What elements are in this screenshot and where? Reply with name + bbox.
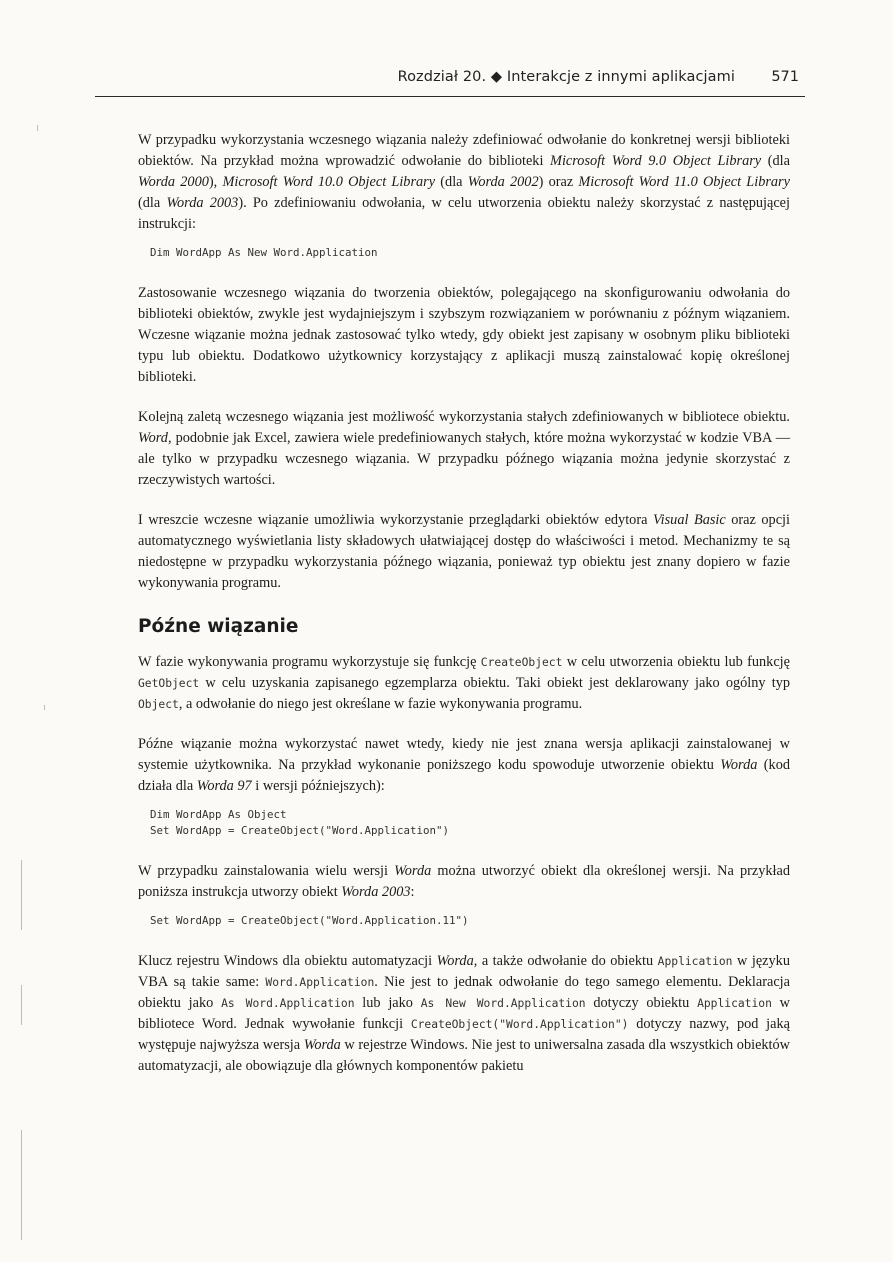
scan-margin-line: [21, 985, 22, 1025]
paragraph: W przypadku zainstalowania wielu wersji Worda można utworzyć obiekt dla określonej wersji. Na przykład poniższa instrukcja utworzy obiekt Worda 2003:: [138, 863, 790, 900]
paragraph: W przypadku wykorzystania wczesnego wiązania należy zdefiniować odwołanie do konkretnej wersji biblioteki obiektów. Na przykład można wprowadzić odwołanie do biblioteki Microsoft Word 9.0 Object Library (dla Worda 2000), Microsoft Word 10.0 Object Library (dla Worda 2002) oraz Microsoft Word 11.0 Object Library (dla Worda 2003). Po zdefiniowaniu odwołania, w celu utworzenia obiektu należy skorzystać z następującej instrukcji:: [138, 132, 791, 232]
paragraph: Kolejną zaletą wczesnego wiązania jest możliwość wykorzystania stałych zdefiniowanych w bibliotece obiektu. Word, podobnie jak Excel, zawiera wiele predefiniowanych stałych, które można wykorzystać w kodzie VBA — ale tylko w przypadku wczesnego wiązania. W przypadku późnego wiązania można jedynie skorzystać z rzeczywistych wartości.: [138, 409, 790, 488]
paragraph: Klucz rejestru Windows dla obiektu automatyzacji Worda, a także odwołanie do obiektu Application w języku VBA są takie same: Word.Application. Nie jest to jednak odwołanie do tego samego elementu. Deklaracja obiektu jako As Word.Application lub jako As New Word.Application dotyczy obiektu Application w bibliotece Word. Jednak wywołanie funkcji CreateObject("Word.Application") dotyczy nazwy, pod jaką występuje najwyższa wersja Worda w rejestrze Windows. Nie jest to uniwersalna zasada dla wszystkich obiektów automatyzacji, ale obowiązuje dla głównych komponentów pakietu: [138, 953, 791, 1074]
code-listing: Dim WordApp As New Word.Application: [150, 246, 378, 259]
running-header: [95, 62, 805, 97]
paragraph: Zastosowanie wczesnego wiązania do tworzenia obiektów, polegającego na skonfigurowaniu odwołania do biblioteki obiektów, zwykle jest wydajniejszym i szybszym rozwiązaniem w porównaniu z późnym wiązaniem. Wczesne wiązanie można jednak zastosować tylko wtedy, gdy obiekt jest zapisany w osobnym pliku biblioteki typu lub obiektu. Dodatkowo użytkownicy korzystający z aplikacji muszą zainstalować kopię określonej biblioteki.: [138, 285, 790, 385]
scan-mark: [37, 125, 38, 131]
page-body: [138, 130, 790, 1096]
paragraph: I wreszcie wczesne wiązanie umożliwia wykorzystanie przeglądarki obiektów edytora Visual Basic oraz opcji automatycznego wyświetlania listy składowych ułatwiającej dostęp do właściwości i metod. Mechanizmy te są niedostępne w przypadku wykorzystania późnego wiązania, ponieważ typ obiektu jest znany dopiero w fazie wykonywania programu.: [138, 512, 790, 591]
scan-mark: [44, 705, 45, 710]
paragraph: W fazie wykonywania programu wykorzystuje się funkcję CreateObject w celu utworzenia obiektu lub funkcję GetObject w celu uzyskania zapisanego egzemplarza obiektu. Taki obiekt jest deklarowany jako ogólny typ Object, a odwołanie do niego jest określane w fazie wykonywania programu.: [138, 654, 790, 712]
page-number: 571: [771, 69, 799, 85]
scan-margin-line: [21, 1130, 22, 1240]
code-listing: Dim WordApp As Object Set WordApp = CreateObject("Word.Application"): [150, 808, 450, 837]
paragraph: Późne wiązanie można wykorzystać nawet wtedy, kiedy nie jest znana wersja aplikacji zainstalowanej w systemie użytkownika. Na przykład wykonanie poniższego kodu spowoduje utworzenie obiektu Worda (kod działa dla Worda 97 i wersji późniejszych):: [138, 736, 790, 794]
code-listing: Set WordApp = CreateObject("Word.Application.11"): [150, 914, 469, 927]
section-heading: Późne wiązanie: [138, 616, 299, 637]
scan-margin-line: [21, 860, 22, 930]
chapter-title: Rozdział 20. ◆ Interakcje z innymi aplikacjami: [397, 69, 735, 85]
